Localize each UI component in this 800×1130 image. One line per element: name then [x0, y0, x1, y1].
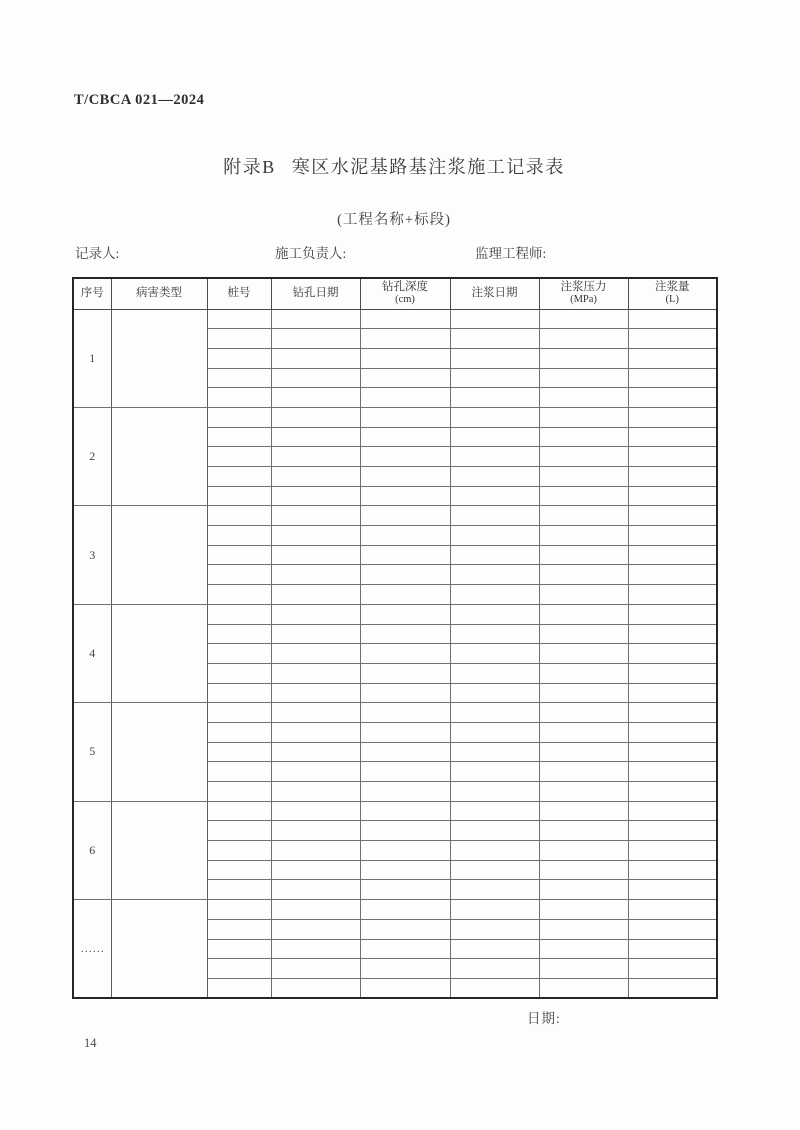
record-cell-pile-number	[207, 801, 271, 821]
record-cell-pile-number	[207, 348, 271, 368]
record-cell-grouting-volume	[628, 821, 717, 841]
record-cell-grouting-date	[450, 801, 539, 821]
record-cell-drilling-date	[271, 782, 360, 802]
record-cell-pile-number	[207, 388, 271, 408]
disease-type-cell	[111, 506, 207, 604]
record-cell-drilling-date	[271, 742, 360, 762]
record-cell-pile-number	[207, 841, 271, 861]
record-cell-drilling-date	[271, 467, 360, 487]
record-cell-drilling-date	[271, 663, 360, 683]
column-header-pile-number	[207, 278, 271, 309]
record-cell-grouting-date	[450, 663, 539, 683]
record-cell-grouting-pressure	[539, 880, 628, 900]
record-cell-grouting-date	[450, 821, 539, 841]
record-cell-drilling-date	[271, 388, 360, 408]
column-header-drilling-date	[271, 278, 360, 309]
record-cell-drilling-date	[271, 801, 360, 821]
record-cell-drilling-depth	[360, 526, 450, 546]
record-cell-grouting-volume	[628, 762, 717, 782]
serial-cell: 3	[73, 506, 111, 604]
record-cell-grouting-pressure	[539, 900, 628, 920]
standard-number: T/CBCA 021—2024	[74, 92, 205, 108]
supervisor-label: 监理工程师:	[475, 246, 547, 261]
signer-row	[0, 242, 800, 262]
record-cell-drilling-depth	[360, 368, 450, 388]
record-cell-drilling-date	[271, 900, 360, 920]
record-cell-grouting-pressure	[539, 388, 628, 408]
record-cell-pile-number	[207, 526, 271, 546]
record-cell-drilling-depth	[360, 821, 450, 841]
record-cell-grouting-pressure	[539, 467, 628, 487]
record-cell-grouting-date	[450, 722, 539, 742]
record-cell-drilling-depth	[360, 565, 450, 585]
record-cell-grouting-volume	[628, 368, 717, 388]
record-cell-grouting-date	[450, 782, 539, 802]
record-cell-grouting-pressure	[539, 762, 628, 782]
record-cell-grouting-date	[450, 742, 539, 762]
record-cell-grouting-pressure	[539, 604, 628, 624]
record-cell-grouting-pressure	[539, 860, 628, 880]
record-cell-grouting-volume	[628, 919, 717, 939]
column-header-disease-type	[111, 278, 207, 309]
record-cell-grouting-date	[450, 939, 539, 959]
record-cell-pile-number	[207, 506, 271, 526]
record-cell-grouting-pressure	[539, 506, 628, 526]
record-cell-pile-number	[207, 663, 271, 683]
record-cell-grouting-pressure	[539, 978, 628, 998]
disease-type-cell	[111, 900, 207, 998]
disease-type-cell	[111, 703, 207, 801]
column-header-label: 注浆压力	[560, 281, 607, 294]
record-row	[73, 703, 717, 723]
record-cell-drilling-date	[271, 526, 360, 546]
column-header-grouting-volume	[628, 278, 717, 309]
record-cell-grouting-pressure	[539, 526, 628, 546]
record-cell-pile-number	[207, 722, 271, 742]
page-subtitle: (工程名称+标段)	[337, 212, 451, 228]
record-cell-drilling-depth	[360, 585, 450, 605]
record-cell-grouting-date	[450, 447, 539, 467]
record-cell-drilling-depth	[360, 880, 450, 900]
record-cell-drilling-date	[271, 821, 360, 841]
record-cell-grouting-volume	[628, 663, 717, 683]
record-cell-grouting-volume	[628, 604, 717, 624]
record-cell-grouting-date	[450, 900, 539, 920]
record-cell-drilling-depth	[360, 801, 450, 821]
appendix-label: 附录B	[223, 157, 276, 177]
record-cell-grouting-pressure	[539, 368, 628, 388]
record-cell-grouting-date	[450, 703, 539, 723]
record-cell-drilling-depth	[360, 900, 450, 920]
record-cell-pile-number	[207, 762, 271, 782]
record-cell-grouting-pressure	[539, 742, 628, 762]
record-row	[73, 506, 717, 526]
record-cell-drilling-depth	[360, 427, 450, 447]
record-cell-grouting-volume	[628, 683, 717, 703]
record-cell-pile-number	[207, 486, 271, 506]
record-cell-drilling-depth	[360, 683, 450, 703]
record-cell-grouting-pressure	[539, 722, 628, 742]
record-cell-pile-number	[207, 782, 271, 802]
record-cell-drilling-date	[271, 978, 360, 998]
column-header-label: 钻孔深度	[382, 281, 428, 294]
record-cell-grouting-volume	[628, 978, 717, 998]
record-cell-grouting-date	[450, 880, 539, 900]
column-header-label: 注浆量	[655, 281, 690, 294]
record-cell-pile-number	[207, 939, 271, 959]
record-cell-grouting-date	[450, 604, 539, 624]
record-cell-drilling-depth	[360, 860, 450, 880]
record-cell-drilling-depth	[360, 506, 450, 526]
record-row	[73, 900, 717, 920]
record-cell-grouting-date	[450, 545, 539, 565]
page-number: 14	[84, 1036, 97, 1050]
record-cell-grouting-volume	[628, 644, 717, 664]
record-cell-drilling-date	[271, 959, 360, 979]
record-row	[73, 309, 717, 329]
record-cell-drilling-depth	[360, 467, 450, 487]
record-cell-grouting-pressure	[539, 801, 628, 821]
record-cell-grouting-volume	[628, 959, 717, 979]
record-cell-grouting-pressure	[539, 585, 628, 605]
record-cell-pile-number	[207, 742, 271, 762]
record-cell-pile-number	[207, 447, 271, 467]
record-cell-drilling-depth	[360, 742, 450, 762]
record-cell-drilling-date	[271, 880, 360, 900]
record-cell-pile-number	[207, 407, 271, 427]
record-cell-grouting-date	[450, 506, 539, 526]
record-cell-grouting-date	[450, 467, 539, 487]
record-cell-drilling-depth	[360, 329, 450, 349]
record-cell-grouting-date	[450, 644, 539, 664]
record-cell-pile-number	[207, 565, 271, 585]
record-cell-pile-number	[207, 624, 271, 644]
record-cell-grouting-volume	[628, 348, 717, 368]
record-cell-drilling-date	[271, 604, 360, 624]
record-cell-pile-number	[207, 644, 271, 664]
record-cell-grouting-pressure	[539, 644, 628, 664]
record-cell-grouting-date	[450, 860, 539, 880]
record-cell-drilling-depth	[360, 388, 450, 408]
recorder-label: 记录人:	[75, 246, 120, 261]
record-cell-pile-number	[207, 703, 271, 723]
record-cell-drilling-date	[271, 683, 360, 703]
record-cell-grouting-volume	[628, 506, 717, 526]
record-cell-grouting-pressure	[539, 407, 628, 427]
record-cell-grouting-pressure	[539, 427, 628, 447]
serial-cell: 6	[73, 801, 111, 899]
record-cell-drilling-depth	[360, 939, 450, 959]
record-cell-grouting-volume	[628, 900, 717, 920]
record-cell-grouting-pressure	[539, 703, 628, 723]
record-cell-drilling-date	[271, 762, 360, 782]
record-cell-pile-number	[207, 467, 271, 487]
record-cell-drilling-depth	[360, 348, 450, 368]
record-cell-drilling-depth	[360, 841, 450, 861]
record-cell-grouting-pressure	[539, 348, 628, 368]
record-cell-grouting-pressure	[539, 624, 628, 644]
record-cell-drilling-depth	[360, 919, 450, 939]
record-cell-pile-number	[207, 821, 271, 841]
record-row	[73, 604, 717, 624]
record-cell-grouting-volume	[628, 722, 717, 742]
record-cell-grouting-volume	[628, 703, 717, 723]
record-cell-grouting-date	[450, 348, 539, 368]
construction-lead-label: 施工负责人:	[275, 246, 347, 261]
record-cell-grouting-pressure	[539, 447, 628, 467]
record-cell-drilling-date	[271, 427, 360, 447]
record-cell-pile-number	[207, 427, 271, 447]
record-cell-drilling-depth	[360, 545, 450, 565]
record-cell-drilling-date	[271, 624, 360, 644]
record-cell-drilling-depth	[360, 978, 450, 998]
record-cell-pile-number	[207, 880, 271, 900]
page-title	[0, 153, 788, 179]
record-cell-grouting-volume	[628, 585, 717, 605]
record-cell-drilling-date	[271, 939, 360, 959]
record-cell-grouting-date	[450, 368, 539, 388]
record-cell-pile-number	[207, 368, 271, 388]
record-cell-pile-number	[207, 919, 271, 939]
record-cell-pile-number	[207, 309, 271, 329]
record-cell-grouting-pressure	[539, 565, 628, 585]
serial-cell: 5	[73, 703, 111, 801]
record-cell-grouting-volume	[628, 860, 717, 880]
record-cell-pile-number	[207, 329, 271, 349]
record-cell-drilling-date	[271, 407, 360, 427]
record-cell-drilling-depth	[360, 624, 450, 644]
record-cell-grouting-pressure	[539, 486, 628, 506]
record-cell-grouting-volume	[628, 407, 717, 427]
record-cell-drilling-date	[271, 506, 360, 526]
record-cell-grouting-volume	[628, 565, 717, 585]
record-cell-grouting-pressure	[539, 309, 628, 329]
record-cell-drilling-date	[271, 309, 360, 329]
record-cell-drilling-date	[271, 329, 360, 349]
record-cell-drilling-date	[271, 860, 360, 880]
serial-cell: 1	[73, 309, 111, 407]
record-cell-grouting-pressure	[539, 939, 628, 959]
title-text: 寒区水泥基路基注浆施工记录表	[291, 157, 565, 177]
record-cell-grouting-volume	[628, 841, 717, 861]
record-cell-grouting-date	[450, 329, 539, 349]
record-cell-grouting-volume	[628, 309, 717, 329]
column-header-grouting-pressure	[539, 278, 628, 309]
serial-cell: 2	[73, 407, 111, 505]
record-cell-grouting-date	[450, 565, 539, 585]
column-header-unit: (cm)	[395, 294, 415, 306]
record-cell-drilling-depth	[360, 722, 450, 742]
column-header-label: 钻孔日期	[292, 287, 339, 300]
record-cell-grouting-date	[450, 841, 539, 861]
record-cell-drilling-depth	[360, 407, 450, 427]
record-cell-drilling-depth	[360, 486, 450, 506]
record-cell-grouting-volume	[628, 427, 717, 447]
date-label: 日期:	[527, 1011, 561, 1026]
record-row	[73, 801, 717, 821]
record-cell-grouting-volume	[628, 545, 717, 565]
record-cell-grouting-date	[450, 959, 539, 979]
record-cell-grouting-pressure	[539, 545, 628, 565]
record-cell-grouting-date	[450, 427, 539, 447]
record-cell-drilling-date	[271, 368, 360, 388]
record-cell-drilling-date	[271, 919, 360, 939]
record-cell-drilling-date	[271, 585, 360, 605]
record-cell-grouting-pressure	[539, 919, 628, 939]
record-cell-grouting-pressure	[539, 329, 628, 349]
record-cell-grouting-date	[450, 919, 539, 939]
record-cell-pile-number	[207, 978, 271, 998]
record-cell-drilling-depth	[360, 309, 450, 329]
grouting-record-table	[72, 277, 718, 999]
record-cell-grouting-volume	[628, 486, 717, 506]
column-header-label: 注浆日期	[471, 287, 518, 300]
record-cell-drilling-date	[271, 348, 360, 368]
record-cell-pile-number	[207, 545, 271, 565]
table-header	[73, 278, 717, 309]
record-cell-pile-number	[207, 604, 271, 624]
record-row	[73, 407, 717, 427]
serial-cell: 4	[73, 604, 111, 702]
record-cell-pile-number	[207, 683, 271, 703]
disease-type-cell	[111, 801, 207, 899]
column-header-label: 病害类型	[136, 287, 182, 300]
record-cell-grouting-pressure	[539, 841, 628, 861]
record-cell-grouting-volume	[628, 782, 717, 802]
record-cell-grouting-date	[450, 585, 539, 605]
record-cell-grouting-date	[450, 762, 539, 782]
record-cell-drilling-date	[271, 447, 360, 467]
disease-type-cell	[111, 407, 207, 505]
record-cell-drilling-date	[271, 486, 360, 506]
disease-type-cell	[111, 309, 207, 407]
record-cell-grouting-volume	[628, 526, 717, 546]
record-cell-pile-number	[207, 959, 271, 979]
record-cell-drilling-depth	[360, 959, 450, 979]
record-cell-grouting-pressure	[539, 782, 628, 802]
record-cell-grouting-date	[450, 683, 539, 703]
serial-cell: ……	[73, 900, 111, 998]
column-header-unit: (MPa)	[570, 294, 597, 306]
record-cell-grouting-pressure	[539, 663, 628, 683]
column-header-label: 桩号	[227, 287, 251, 300]
record-cell-grouting-pressure	[539, 821, 628, 841]
record-cell-grouting-volume	[628, 388, 717, 408]
record-cell-grouting-date	[450, 624, 539, 644]
record-cell-drilling-date	[271, 644, 360, 664]
record-cell-grouting-date	[450, 388, 539, 408]
record-cell-pile-number	[207, 860, 271, 880]
record-cell-grouting-volume	[628, 447, 717, 467]
record-cell-grouting-date	[450, 526, 539, 546]
record-cell-grouting-volume	[628, 329, 717, 349]
column-header-unit: (L)	[665, 294, 679, 306]
record-cell-grouting-date	[450, 407, 539, 427]
record-cell-drilling-depth	[360, 604, 450, 624]
disease-type-cell	[111, 604, 207, 702]
column-header-drilling-depth	[360, 278, 450, 309]
column-header-grouting-date	[450, 278, 539, 309]
column-header-serial	[73, 278, 111, 309]
record-cell-grouting-volume	[628, 624, 717, 644]
record-cell-drilling-depth	[360, 782, 450, 802]
record-cell-grouting-volume	[628, 801, 717, 821]
record-cell-grouting-date	[450, 486, 539, 506]
record-cell-drilling-date	[271, 565, 360, 585]
record-cell-pile-number	[207, 900, 271, 920]
record-cell-grouting-pressure	[539, 683, 628, 703]
record-cell-drilling-depth	[360, 762, 450, 782]
record-cell-drilling-date	[271, 703, 360, 723]
column-header-label: 序号	[80, 287, 104, 300]
record-cell-grouting-date	[450, 309, 539, 329]
record-cell-grouting-pressure	[539, 959, 628, 979]
record-cell-drilling-depth	[360, 447, 450, 467]
record-cell-pile-number	[207, 585, 271, 605]
record-cell-drilling-depth	[360, 663, 450, 683]
record-cell-drilling-depth	[360, 644, 450, 664]
record-cell-drilling-date	[271, 722, 360, 742]
record-cell-grouting-volume	[628, 467, 717, 487]
record-cell-drilling-depth	[360, 703, 450, 723]
record-cell-drilling-date	[271, 841, 360, 861]
record-cell-grouting-volume	[628, 742, 717, 762]
record-cell-grouting-date	[450, 978, 539, 998]
record-cell-drilling-date	[271, 545, 360, 565]
record-cell-grouting-volume	[628, 939, 717, 959]
record-cell-grouting-volume	[628, 880, 717, 900]
